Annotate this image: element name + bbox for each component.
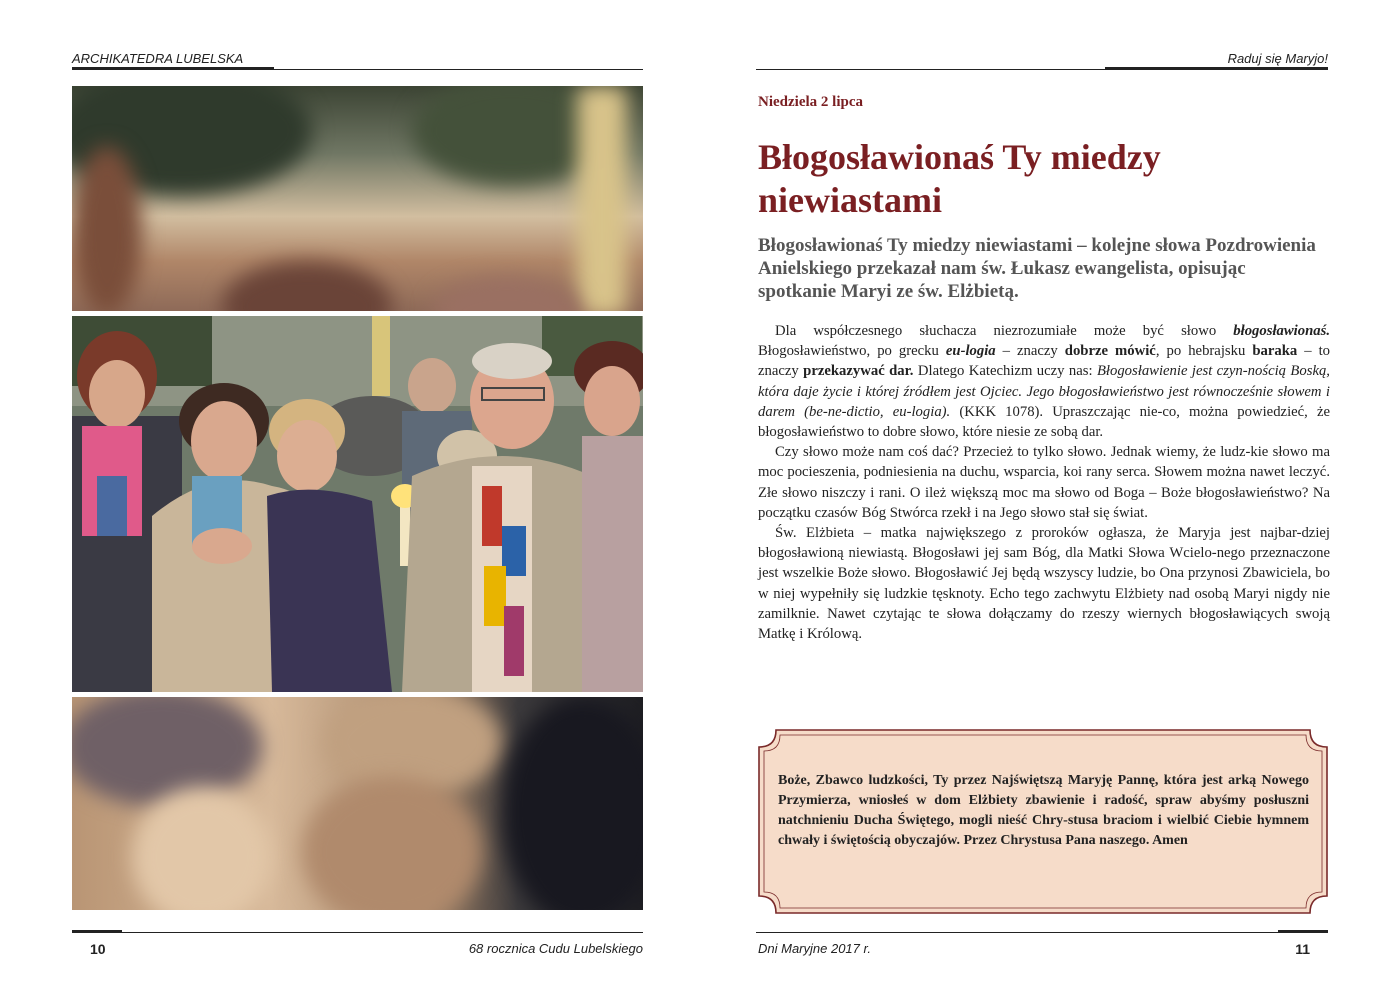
article-paragraph-1 [758,321,1330,442]
p1-emphasis-blogoslawionas: błogosławionaś. [1233,323,1330,339]
photo-bottom-blurred [72,697,643,910]
left-footer-rule [72,932,643,933]
right-running-header: Raduj się Maryjo! [1227,51,1328,66]
article-lead: Błogosławionaś Ty miedzy niewiastami – kolejne słowa Pozdrowienia Anielskiego przekazał nam św. Łukasz ewangelista, opisując spotkanie Maryi ze św. Elżbietą. [758,235,1316,302]
right-footer-text: Dni Maryjne 2017 r. [758,941,871,956]
p1-emphasis-eu-logia: eu-logia [945,343,996,360]
p1-emphasis-przekazywac-dar: przekazywać dar. [803,363,914,380]
p1-text: – to znaczy [758,343,1330,380]
p1-emphasis-dobrze-mowic: dobrze mówić [1064,343,1156,360]
photo-procession [72,316,643,692]
p1-text: (KKK 1078). Upraszczając nie-co, można powiedzieć, że błogosławieństwo to dobre słowo, które niesie ze sobą dar. [758,403,1331,441]
procession-illustration [72,316,643,692]
left-header-rule [72,69,643,70]
article-body [758,321,1330,644]
left-running-header: ARCHIKATEDRA LUBELSKA [72,51,244,66]
article-paragraph-3: Św. Elżbieta – matka największego z proroków ogłasza, że Maryja jest najbar-dziej błogosławioną niewiastą. Błogosławi jej sam Bóg, dla Matki Słowa Wcielo-nego przeznaczone jest wszelkie Boże słowo. Błogosławić Jej będą wszyscy ludzie, bo Ona przynosi Zbawiciela, bo w niej wypełniły się ludzkie tęsknoty. Echo tego zachwytu Elżbiety nad osobą Maryi nigdy nie zamilknie. Nawet czytając te słowa dołączamy do rzeszy wiernych błogosławiących swoją Matkę i Królową. [758,525,1330,643]
p1-text: Błogosławieństwo, po grecku [758,343,946,360]
p1-text: Dlatego Katechizm uczy nas: [913,363,1097,380]
article-title: Błogosławionaś Ty miedzy niewiastami [758,137,1161,220]
p1-text: , po hebrajsku [1155,343,1253,360]
p1-emphasis-baraka: baraka [1252,343,1298,360]
article-kicker-date: Niedziela 2 lipca [758,94,863,110]
left-page-number: 10 [90,941,106,957]
left-footer-text: 68 rocznica Cudu Lubelskiego [468,941,643,956]
p1-text: Dla współczesnego słuchacza niezrozumiałe może być słowo [775,323,1234,339]
p1-text: – znaczy [995,343,1065,360]
right-footer-rule [756,932,1328,933]
photo-top-blurred [72,86,643,311]
p1-catechism-quote: Błogosławienie jest czyn-nością Boską, która daje życie i której źródłem jest Ojciec. Jego błogosławieństwo jest równocześnie słowem i darem (be-ne-dictio, eu-logia). [758,363,1330,420]
right-page-number: 11 [1295,941,1310,957]
prayer-text: Boże, Zbawco ludzkości, Ty przez Najświętszą Maryję Pannę, która jest arką Nowego Przymierza, wniosłeś w dom Elżbiety zbawienie i radość, spraw abyśmy posłuszni natchnieniu Ducha Świętego, mogli nieść Chry-stusa braciom i wielbić Ciebie hymnem chwały i świętością obyczajów. Przez Chrystusa Pana naszego. Amen [778,773,1309,848]
article-paragraph-2: Czy słowo może nam coś dać? Przecież to tylko słowo. Jednak wiemy, że ludz-kie słowo ma moc pocieszenia, podniesienia na duchu, wsparcia, koi rany serca. Słowem można nawet leczyć. Złe słowo niszczy i rani. O ileż większą moc ma słowo od Boga – Boże błogosławieństwo? Na początku czasów Bóg Stwórca rzekł i na Jego słowo stał się świat. [758,444,1330,521]
right-header-rule [756,69,1328,70]
